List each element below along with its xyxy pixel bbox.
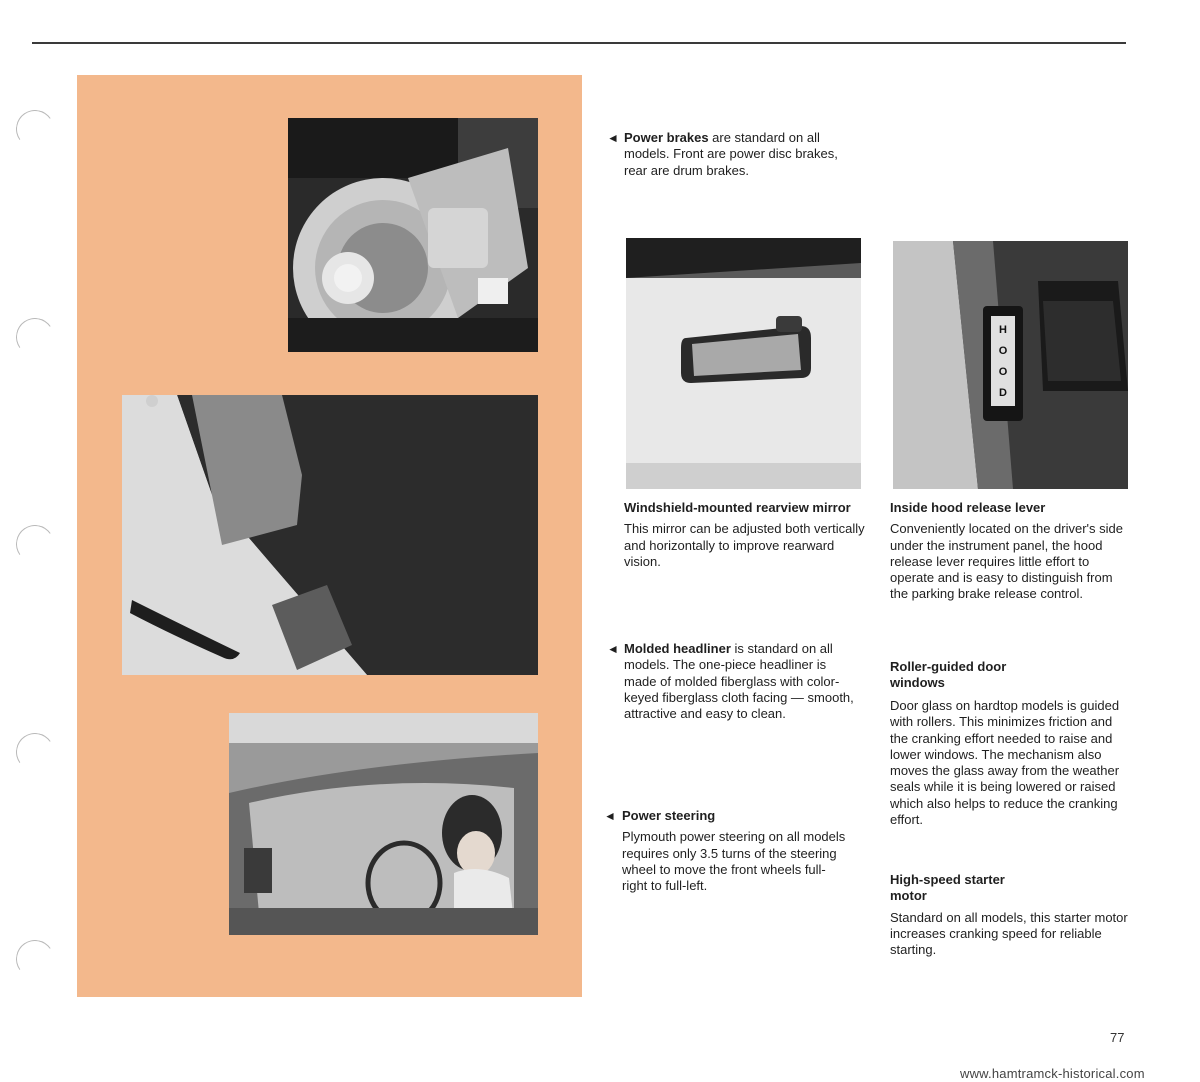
door-windows-body-block <box>890 698 1130 828</box>
svg-text:D: D <box>999 387 1007 399</box>
power-brakes-paragraph <box>624 130 856 179</box>
top-rule <box>32 42 1126 44</box>
headliner-paragraph <box>624 641 860 722</box>
door-windows-title: Roller-guided door windows <box>890 659 1007 691</box>
rearview-mirror-title: Windshield-mounted rearview mirror <box>624 500 851 515</box>
headliner-lead: Molded headliner <box>624 641 731 656</box>
svg-text:O: O <box>998 366 1008 378</box>
pointer-arrow-icon: ◄ <box>607 131 619 145</box>
power-steering-title: Power steering <box>622 808 716 823</box>
door-windows-text: Door glass on hardtop models is guided with rollers. This minimizes friction and the cranking effort needed to raise and lower windows. The mechanism also moves the glass away from the weather seals while it is being lowered or raised which also helps to reduce the cranking effort. <box>890 698 1120 828</box>
pointer-arrow-icon: ◄ <box>604 809 616 823</box>
headliner-text: is standard on all models. The one-piece headliner is made of molded fiberglass with color-keyed fiberglass cloth facing — smooth, attractive and easy to clean. <box>624 641 854 722</box>
rearview-mirror-photo <box>626 238 861 489</box>
binder-hole <box>13 107 57 151</box>
binder-hole <box>13 730 57 774</box>
binder-hole <box>13 937 57 981</box>
svg-text:H: H <box>999 324 1007 336</box>
power-brakes-text: are standard on all models. Front are power disc brakes, rear are drum brakes. <box>624 130 838 178</box>
svg-text:O: O <box>998 345 1008 357</box>
brake-disc-photo <box>288 118 538 352</box>
page-number: 77 <box>1110 1030 1125 1045</box>
starter-motor-block <box>890 872 1128 958</box>
power-brakes-lead: Power brakes <box>624 130 709 145</box>
hood-release-caption <box>890 500 1130 603</box>
starter-motor-text: Standard on all models, this starter motor increases cranking speed for reliable starting. <box>890 909 1128 958</box>
door-windows-title-block <box>890 659 1022 692</box>
power-steering-text: Plymouth power steering on all models requires only 3.5 turns of the steering wheel to move the front wheels full-right to full-left. <box>622 829 846 894</box>
watermark-url: www.hamtramck-historical.com <box>960 1066 1145 1081</box>
hood-release-photo <box>893 241 1128 489</box>
pointer-arrow-icon: ◄ <box>607 642 619 656</box>
headliner-photo <box>122 395 538 675</box>
rearview-mirror-text: This mirror can be adjusted both vertically and horizontally to improve rearward vision. <box>624 521 865 569</box>
hood-release-text: Conveniently located on the driver's side under the instrument panel, the hood release lever requires little effort to operate and is easy to distinguish from the parking brake release control. <box>890 521 1124 602</box>
starter-motor-title: High-speed starter motor <box>890 872 1005 904</box>
hood-release-title: Inside hood release lever <box>890 500 1046 515</box>
binder-hole <box>13 522 57 566</box>
rearview-mirror-caption <box>624 500 866 570</box>
driver-steering-photo <box>229 713 538 935</box>
power-steering-block <box>622 808 848 894</box>
binder-hole <box>13 315 57 359</box>
